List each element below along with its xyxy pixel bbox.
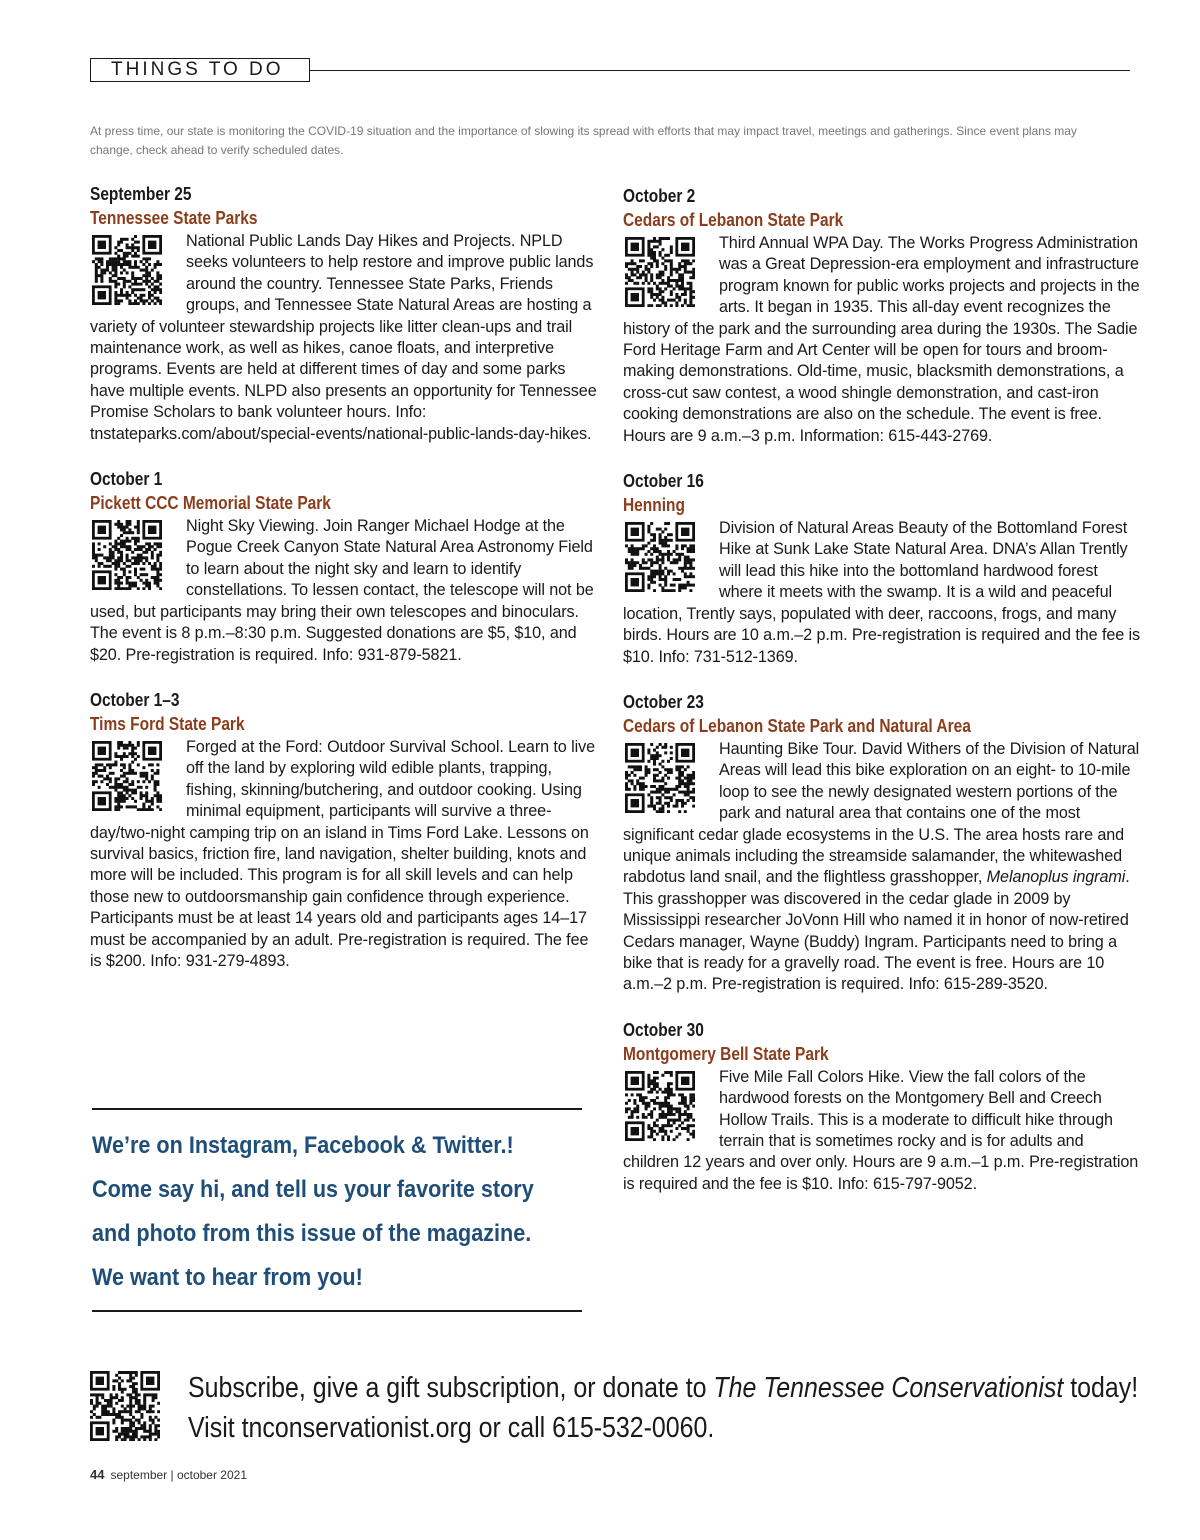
event-september-25 xyxy=(90,182,602,445)
event-description xyxy=(623,1067,1143,1195)
qr-code-icon[interactable] xyxy=(625,522,695,592)
event-description xyxy=(90,231,602,445)
event-date: October 16 xyxy=(623,471,704,492)
subscribe-line-1 xyxy=(188,1368,1138,1408)
event-description xyxy=(623,739,1143,996)
promo-line: We’re on Instagram, Facebook & Twitter.! xyxy=(92,1132,514,1159)
event-date: October 2 xyxy=(623,186,696,206)
event-description-text: Forged at the Ford: Outdoor Survival School. Learn to live off the land by exploring wild edible plants, trapping, fishing, skinning/butchering, and outdoor cooking. Using minimal equipment, participants will survive a three-day/two-night camping trip on an island in Tims Ford Lake. Lessons on survival basics, friction fire, land navigation, shelter building, knots and more will be included. This program is for all skill levels and can help those new to outdoorsmanship gain confidence through experience. Participants must be at least 14 years old and participants ages 14–17 must be accompanied by an adult. Pre-registration is required. The fee is $200. Info: 931-279-4893. xyxy=(90,737,595,970)
event-october-2 xyxy=(623,184,1143,447)
header-rule xyxy=(310,70,1130,71)
qr-code-icon[interactable] xyxy=(625,743,695,813)
qr-code-icon[interactable] xyxy=(92,741,162,811)
magazine-title: The Tennessee Conservationist xyxy=(713,1372,1064,1404)
promo-line: Come say hi, and tell us your favorite story xyxy=(92,1176,534,1203)
social-media-promo xyxy=(92,1108,582,1312)
event-place: Tims Ford State Park xyxy=(90,713,245,734)
event-october-23 xyxy=(623,690,1143,996)
promo-line: and photo from this issue of the magazine. xyxy=(92,1220,532,1247)
section-label: THINGS TO DO xyxy=(90,58,310,82)
event-date: October 1 xyxy=(90,469,163,490)
event-date: September 25 xyxy=(90,184,192,204)
qr-code-icon[interactable] xyxy=(625,237,695,307)
subscribe-line-2: Visit tnconservationist.org or call 615-532-0060. xyxy=(188,1412,715,1444)
covid-notice: At press time, our state is monitoring the COVID-19 situation and the importance of slowing its spread with efforts that may impact travel, meetings and gatherings. Since event plans may change, check ahead to verify scheduled dates. xyxy=(90,124,1077,157)
event-place: Montgomery Bell State Park xyxy=(623,1043,829,1064)
species-name: Melanoplus ingrami xyxy=(986,868,1126,887)
event-date: October 23 xyxy=(623,691,704,712)
event-description xyxy=(90,516,602,666)
subscribe-line-1-start: Subscribe, give a gift subscription, or donate to xyxy=(188,1372,714,1404)
qr-code-icon[interactable] xyxy=(90,1371,160,1441)
event-description-text: Third Annual WPA Day. The Works Progress Administration was a Great Depression-era employment and infrastructure program known for public works projects and projects in the arts. It began in 1935. This all-day event recognizes the history of the park and the surrounding area during the 1930s. The Sadie Ford Heritage Farm and Art Center will be open for tours and broom-making demonstrations. Old-time, music, blacksmith demonstrations, a cross-cut saw contest, a wood shingle demonstration, and cast-iron cooking demonstrations are also on the schedule. The event is free. Hours are 9 a.m.–3 p.m. Information: 615-443-2769. xyxy=(623,234,1140,445)
qr-code-icon[interactable] xyxy=(92,520,162,590)
event-description-text: National Public Lands Day Hikes and Projects. NPLD seeks volunteers to help restore and improve public lands around the country. Tennessee State Parks, Friends groups, and Tennessee State Natural Areas are hosting a variety of volunteer stewardship projects like litter clean-ups and trail maintenance work, as well as hikes, canoe floats, and interpretive programs. Events are held at different times of day and some parks have multiple events. NLPD also presents an opportunity for Tennessee Promise Scholars to bank volunteer hours. Info: tnstateparks.com/about/special-events/national-public-lands-day-hikes. xyxy=(90,232,597,443)
event-description-text: Night Sky Viewing. Join Ranger Michael Hodge at the Pogue Creek Canyon State Natural Area Astronomy Field to learn about the night sky and learn to identify constellations. To lessen contact, the telescope will not be used, but participants may bring their own telescopes and binoculars. The event is 8 p.m.–8:30 p.m. Suggested donations are $5, $10, and $20. Pre-registration is required. Info: 931-879-5821. xyxy=(90,517,594,664)
event-description xyxy=(623,518,1143,668)
event-october-30 xyxy=(623,1018,1143,1195)
subscribe-line-1-end: today! xyxy=(1063,1372,1139,1404)
promo-line: We want to hear from you! xyxy=(92,1264,363,1291)
page-number: 44 xyxy=(90,1467,105,1482)
subscribe-text xyxy=(188,1368,1138,1448)
event-place: Pickett CCC Memorial State Park xyxy=(90,493,331,514)
event-october-1-3 xyxy=(90,688,602,972)
event-description-text: Division of Natural Areas Beauty of the Bottomland Forest Hike at Sunk Lake State Natural Area. DNA’s Allan Trently will lead this hike into the bottomland hardwood forest where it meets with the swamp. It is a wild and peaceful location, Trently says, populated with deer, raccoons, frogs, and many birds. Hours are 10 a.m.–2 p.m. Pre-registration is required and the fee is $10. Info: 731-512-1369. xyxy=(623,519,1141,666)
event-place: Cedars of Lebanon State Park xyxy=(623,210,844,230)
qr-code-icon[interactable] xyxy=(625,1071,695,1141)
event-description xyxy=(623,233,1143,447)
event-description xyxy=(90,737,602,972)
event-place: Cedars of Lebanon State Park and Natural Area xyxy=(623,715,971,736)
event-october-16 xyxy=(623,469,1143,668)
event-description-text: Haunting Bike Tour. David Withers of the Division of Natural Areas will lead this bike exploration on an eight- to 10-mile loop to see the newly designated western portions of the park and natural area that contains one of the most significant cedar glade ecosystems in the U.S. The area hosts rare and unique animals including the streamside salamander, the whitewashed rabdotus land snail, and the flightless grasshopper, xyxy=(623,739,1140,887)
section-header xyxy=(90,58,1130,86)
event-place: Henning xyxy=(623,495,685,516)
issue-date: september | october 2021 xyxy=(110,1468,248,1482)
subscribe-banner xyxy=(90,1368,1139,1448)
event-date: October 30 xyxy=(623,1019,704,1040)
event-description-text: Five Mile Fall Colors Hike. View the fall colors of the hardwood forests on the Montgomery Bell and Creech Hollow Trails. This is a moderate to difficult hike through terrain that is sometimes rocky and is for adults and children 12 years and over only. Hours are 9 a.m.–1 p.m. Pre-registration is required and the fee is $10. Info: 615-797-9052. xyxy=(623,1067,1139,1193)
event-description-text-continued: . This grasshopper was discovered in the cedar glade in 2009 by Mississippi researcher JoVonn Hill who named it in honor of now-retired Cedars manager, Wayne (Buddy) Ingram. Participants need to bring a bike that is ready for a gravelly road. The event is free. Hours are 10 a.m.–2 p.m. Pre-registration is required. Info: 615-289-3520. xyxy=(623,868,1130,994)
qr-code-icon[interactable] xyxy=(92,235,162,305)
event-date: October 1–3 xyxy=(90,689,180,710)
event-october-1 xyxy=(90,467,602,666)
right-column xyxy=(623,184,1143,1216)
event-place: Tennessee State Parks xyxy=(90,208,258,228)
page-footer xyxy=(90,1467,247,1482)
left-column xyxy=(90,182,602,993)
